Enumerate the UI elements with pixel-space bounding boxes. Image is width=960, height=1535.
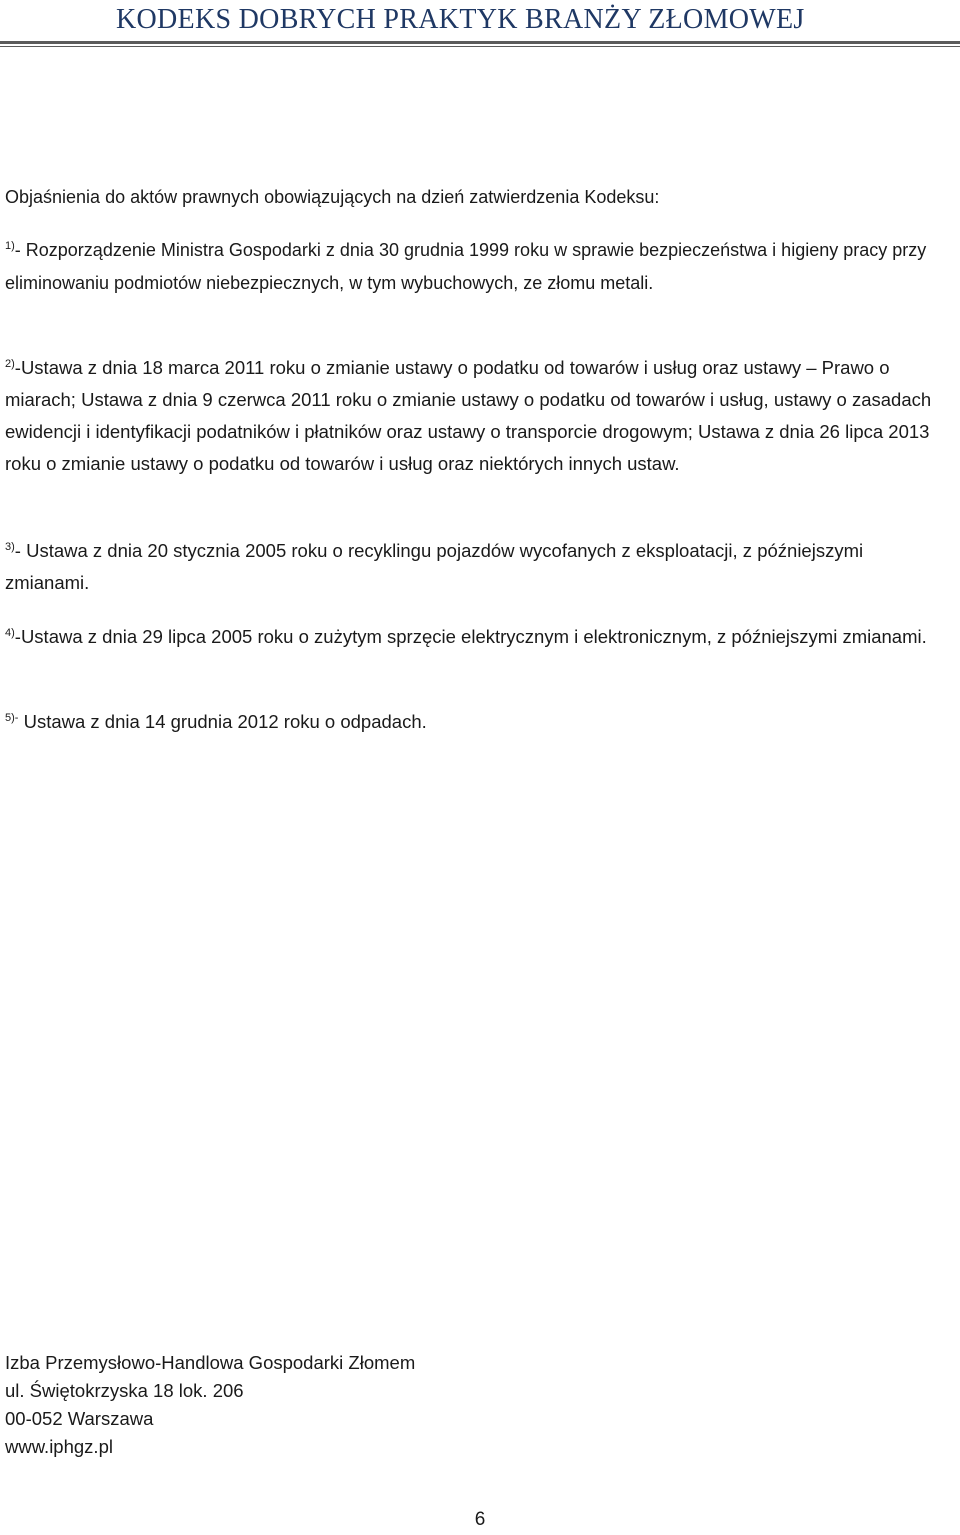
postal-city: 00-052 Warszawa bbox=[5, 1408, 154, 1429]
footnote-4-marker: 4) bbox=[5, 627, 15, 639]
footnote-1 bbox=[5, 234, 950, 300]
footnote-3-marker: 3) bbox=[5, 541, 15, 553]
footnote-2-marker: 2) bbox=[5, 358, 15, 370]
footnote-1-marker: 1) bbox=[5, 240, 15, 252]
footnote-2-text: -Ustawa z dnia 18 marca 2011 roku o zmianie ustawy o podatku od towarów i usług oraz ustawy – Prawo o miarach; Ustawa z dnia 9 czerwca 2011 roku o zmianie ustawy o podatku od towarów i usług, ustawy o zasadach ewidencji i identyfikacji podatników i płatników oraz ustawy o transporcie drogowym; Ustawa z dnia 26 lipca 2013 roku o zmianie ustawy o podatku od towarów i usług oraz niektórych innych ustaw. bbox=[5, 357, 932, 474]
footnote-5-marker: 5)- bbox=[5, 712, 19, 724]
footnote-5 bbox=[5, 706, 950, 738]
footnote-4-text: -Ustawa z dnia 29 lipca 2005 roku o zużytym sprzęcie elektrycznym i elektronicznym, z późniejszymi zmianami. bbox=[14, 626, 927, 647]
footnote-5-text: Ustawa z dnia 14 grudnia 2012 roku o odpadach. bbox=[18, 711, 427, 732]
document-title: KODEKS DOBRYCH PRAKTYK BRANŻY ZŁOMOWEJ bbox=[116, 4, 805, 35]
header-divider-thin bbox=[0, 46, 960, 47]
page-number: 6 bbox=[474, 1509, 486, 1530]
intro-paragraph: Objaśnienia do aktów prawnych obowiązujących na dzień zatwierdzenia Kodeksu: bbox=[5, 187, 660, 207]
footnote-3 bbox=[5, 535, 950, 599]
footnote-2 bbox=[5, 352, 950, 480]
footnote-3-text: - Ustawa z dnia 20 stycznia 2005 roku o recyklingu pojazdów wycofanych z eksploatacji, z późniejszymi zmianami. bbox=[5, 540, 864, 593]
footnote-4 bbox=[5, 621, 950, 653]
header-divider-thick bbox=[0, 41, 960, 44]
page-header bbox=[0, 0, 960, 48]
footnote-1-text: - Rozporządzenie Ministra Gospodarki z dnia 30 grudnia 1999 roku w sprawie bezpieczeństwa i higieny pracy przy eliminowaniu podmiotów niebezpiecznych, w tym wybuchowych, ze złomu metali. bbox=[5, 240, 927, 293]
organization-address bbox=[5, 1349, 415, 1461]
website-link[interactable]: www.iphgz.pl bbox=[5, 1436, 113, 1457]
organization-name: Izba Przemysłowo-Handlowa Gospodarki Złomem bbox=[5, 1352, 416, 1373]
street-address: ul. Świętokrzyska 18 lok. 206 bbox=[5, 1380, 244, 1401]
